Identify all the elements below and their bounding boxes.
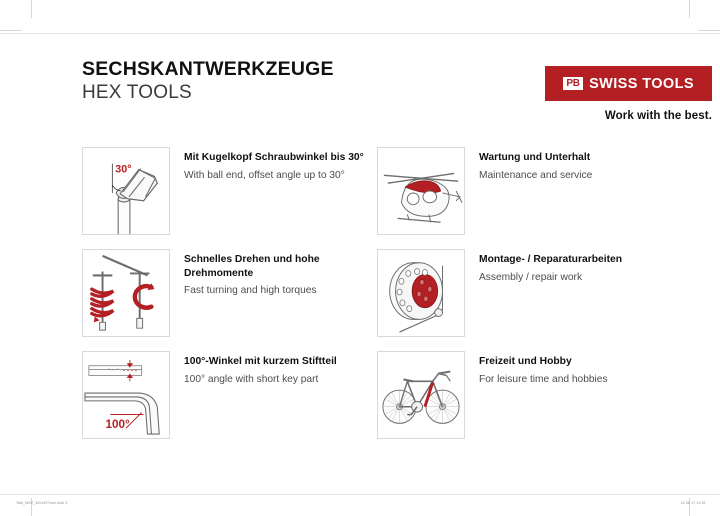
feature-row: [82, 147, 638, 235]
feature-item: [82, 147, 377, 235]
feature-heading: Mit Kugelkopf Schraubwinkel bis 30°: [184, 152, 364, 163]
feature-heading: Wartung und Unterhalt: [479, 152, 591, 163]
hex-key-ball-end-30-degree-icon: [82, 147, 170, 235]
brand-logo-bar: [545, 66, 712, 101]
page-title-english: HEX TOOLS: [82, 82, 192, 103]
feature-heading: Schnelles Drehen und hohe Drehmomente: [184, 254, 320, 279]
feature-item: [377, 351, 638, 439]
brand-block: [545, 66, 712, 122]
hex-key-100-degree-angle-icon: [82, 351, 170, 439]
angle-label-30: 30°: [115, 163, 132, 176]
feature-item: [377, 147, 638, 235]
footer-timestamp: 14.08.17 10:51: [680, 501, 706, 505]
trim-rule-top: [0, 33, 720, 34]
trim-rule-bottom: [0, 494, 720, 495]
racing-bicycle-icon: [377, 351, 465, 439]
pb-monogram-icon: PB: [563, 77, 583, 90]
footer-filename: Tabl_WSZ_420x297mm.indd 4: [16, 501, 68, 505]
crop-mark-top-right-horizontal: [698, 30, 720, 31]
feature-row: [82, 249, 638, 337]
feature-subheading: For leisure time and hobbies: [479, 373, 608, 385]
feature-subheading: 100° angle with short key part: [184, 373, 319, 385]
angle-label-100: 100°: [105, 418, 130, 432]
page-title-german: SECHSKANTWERKZEUGE: [82, 58, 334, 80]
feature-grid: [82, 147, 638, 453]
feature-heading: Freizeit und Hobby: [479, 356, 572, 367]
brand-wordmark: SWISS TOOLS: [589, 75, 694, 92]
brand-claim: Work with the best.: [604, 110, 712, 122]
feature-item: [377, 249, 638, 337]
feature-item: [82, 249, 377, 337]
feature-subheading: Assembly / repair work: [479, 271, 583, 283]
crop-mark-top-left-vertical: [31, 0, 32, 18]
crop-mark-top-right-vertical: [689, 0, 690, 18]
feature-subheading: With ball end, offset angle up to 30°: [184, 169, 345, 181]
feature-heading: Montage- / Reparaturarbeiten: [479, 254, 623, 265]
t-handle-fast-turning-icon: [82, 249, 170, 337]
feature-subheading: Maintenance and service: [479, 169, 593, 181]
feature-row: [82, 351, 638, 439]
feature-item: [82, 351, 377, 439]
feature-subheading: Fast turning and high torques: [184, 285, 317, 296]
crop-mark-top-left-horizontal: [0, 30, 22, 31]
flange-bearing-icon: [377, 249, 465, 337]
helicopter-icon: [377, 147, 465, 235]
feature-heading: 100°-Winkel mit kurzem Stiftteil: [184, 356, 337, 367]
